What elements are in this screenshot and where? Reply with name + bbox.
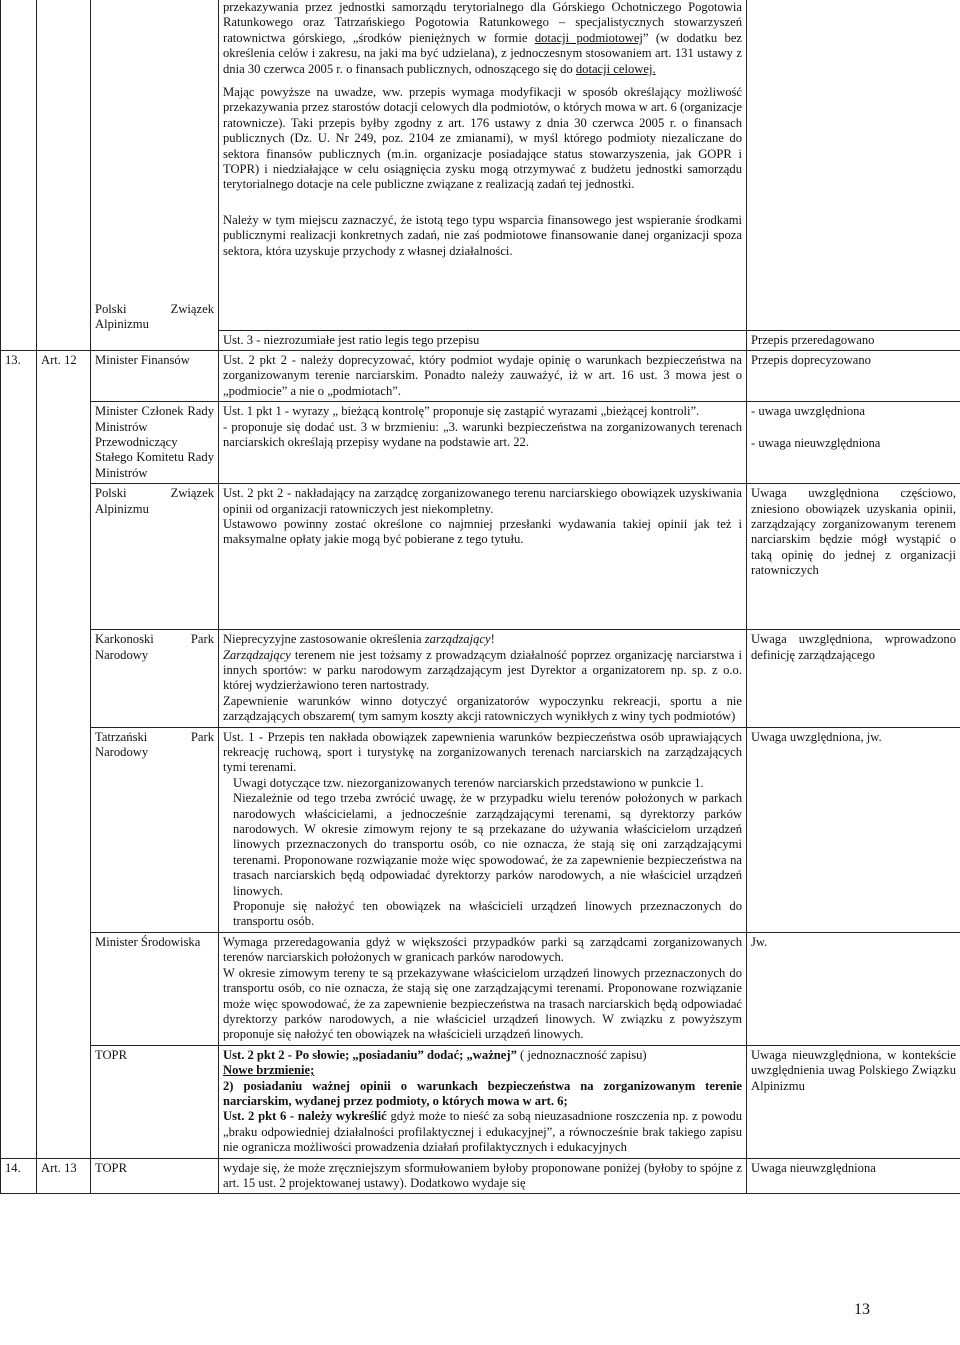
remark-paragraph: Ust. 1 - Przepis ten nakłada obowiązek zapewnienia warunków bezpieczeństwa osób uprawiających rekreację ruchową, sport i turystykę na zorganizowanych terenach narciarskich na zarządzających tymi terenami. [223, 729, 742, 775]
status-text: - uwaga uwzględniona [751, 404, 866, 419]
commenter-name: Polski Związek Alpinizmu [95, 302, 214, 332]
table-row [1, 402, 960, 484]
remark-paragraph: Uwagi dotyczące tzw. niezorganizowanych terenów narciarskich przedstawiono w punkcie 1. [233, 775, 704, 790]
cell-who [91, 302, 219, 350]
table-row [1, 727, 960, 932]
cell-art [37, 630, 91, 727]
cell-art: Art. 12 [37, 350, 91, 401]
cell-status: Przepis doprecyzowano [747, 350, 960, 401]
remark-paragraph: Niezależnie od tego trzeba zwrócić uwagę, że w przypadku wielu terenów położonych w parkach narodowych właścicielami, a jednocześnie zarządzającymi terenami, są dyrektorzy parków narodowych. W okresie zimowym rejony te są przekazane do używania właścicielom urządzeń linowych przeznaczonych do transportu osób, co nie oznacza, że stają się oni zarządzającymi terenami. Proponowane rozwiązanie może więc spowodować, że za zapewnienie bezpieczeństwa na trasach narciarskich będą odpowiadać dyrektorzy parków narodowych, a nie właściciel urządzeń linowych. [233, 791, 742, 898]
cell-remark: Ust. 2 pkt 2 - należy doprecyzować, który podmiot wydaje opinię o warunkach bezpieczeństwa na zorganizowanym terenie narciarskim. Ponadto należy zauważyć, iż w art. 16 ust. 3 mowa jest o „podmiocie” a nie o „podmiotach”. [219, 350, 747, 401]
cell-nr [1, 1045, 37, 1158]
remark-paragraph: W okresie zimowym tereny te są przekazywane właścicielom urządzeń linowych przeznaczonych do transportu osób, co nie oznacza, że stają się one zarządzającymi terenami. Proponowane rozwiązanie może więc spowodować, że za zapewnienie bezpieczeństwa na trasach narciarskich będą odpowiadać dyrektorzy parków narodowych, a nie właściciel urządzeń linowych. W związku z powyższym proponuje się nałożyć ten obowiązek na właścicieli urządzeń linowych. [223, 965, 742, 1042]
cell-remark [219, 727, 747, 932]
table-row [1, 932, 960, 1045]
underlined-term: dotacji podmiotowej [534, 30, 643, 45]
remark-paragraph: Zarządzający terenem nie jest tożsamy z prowadzącym działalność poprzez organizację narciarstwa i innych sportów: w parku narodowym zarządzającym jest Dyrektor a organizatorem np. sp. z o.o. której wydzierżawiono teren nartostrady. [223, 647, 742, 693]
cell-nr [1, 932, 37, 1045]
cell-who: Minister Finansów [91, 350, 219, 401]
remark-paragraph: Nowe brzmienie; [223, 1063, 315, 1078]
cell-remark [219, 1045, 747, 1158]
cell-remark [219, 0, 747, 330]
cell-status: Uwaga nieuwzględniona, w kontekście uwzględnienia uwag Polskiego Związku Alpinizmu [747, 1045, 960, 1158]
cell-nr [1, 484, 37, 630]
cell-art [37, 402, 91, 484]
cell-art [37, 727, 91, 932]
cell-status: Uwaga uwzględniona, wprowadzono definicję zarządzającego [747, 630, 960, 727]
cell-art [37, 330, 91, 350]
remark-paragraph: Ust. 2 pkt 2 - nakładający na zarządcę zorganizowanego terenu narciarskiego obowiązek uzyskiwania opinii od organizacji ratowniczych jest niekompletny. [223, 486, 742, 516]
remark-paragraph: Ust. 2 pkt 6 - należy wykreślić gdyż może to nieść za sobą nieuzasadnione roszczenia np. z powodu „braku odpowiedniej działalności profilaktycznej i edukacyjnej”, a równocześnie brak takiego zapisu nie ogranicza możliwości prowadzenia działań profilaktycznych i edukacyjnych [223, 1109, 742, 1155]
cell-art: Art. 13 [37, 1158, 91, 1194]
table-row [1, 330, 960, 350]
cell-status: Uwaga uwzględniona, jw. [747, 727, 960, 932]
table-row [1, 0, 960, 330]
cell-art [37, 0, 91, 330]
remark-paragraph: Proponuje się nałożyć ten obowiązek na właścicieli urządzeń linowych przeznaczonych do transportu osób. [233, 899, 742, 929]
table-row [1, 484, 960, 630]
remark-paragraph: Mając powyższe na uwadze, ww. przepis wymaga modyfikacji w sposób określający możliwość przekazywania przez starostów dotacji celowych dla podmiotów, o których mowa w art. 6 (organizacje ratownicze). Taki przepis byłby zgodny z art. 176 ustawy z dnia 30 czerwca 2005 r. o finansach publicznych (Dz. U. Nr 249, poz. 2104 ze zmianami), w myśl którego podmioty niezaliczane do sektora finansów publicznych (m.in. organizacje posiadające status stowarzyszenia, jak GOPR i TOPR) i niedziałające w celu osiągnięcia zysku mogą otrzymywać z budżetu jednostki samorządu terytorialnego dotacje na cele publiczne związane z realizacją zadań tej jednostki. [223, 85, 742, 192]
underlined-term: dotacji celowej. [575, 61, 656, 76]
cell-remark [219, 484, 747, 630]
remark-paragraph: Wymaga przeredagowania gdyż w większości przypadków parki są zarządcami zorganizowanych terenów narciarskich położonych w granicach parków narodowych. [223, 934, 742, 965]
page-number: 13 [854, 1301, 870, 1318]
cell-art [37, 1045, 91, 1158]
cell-nr [1, 727, 37, 932]
cell-who: TOPR [91, 1045, 219, 1158]
cell-status [747, 0, 960, 330]
remark-paragraph: Zapewnienie warunków winno dotyczyć organizatorów wypoczynku rekreacji, sportu a nie zarządzających obszarem( tym samym koszty akcji ratowniczych wynikłych z winy tych podmiotów) [223, 693, 742, 724]
cell-who [91, 0, 219, 330]
cell-nr [1, 630, 37, 727]
table-row [1, 350, 960, 401]
cell-remark: Ust. 3 - niezrozumiałe jest ratio legis tego przepisu [219, 330, 747, 350]
cell-who: TOPR [91, 1158, 219, 1194]
cell-remark: wydaje się, że może zręczniejszym sformułowaniem byłoby proponowane poniżej (byłoby to spójne z art. 15 ust. 2 projektowanej ustawy). Dodatkowo wydaje się [219, 1158, 747, 1194]
cell-status: Przepis przeredagowano [747, 330, 960, 350]
cell-nr [1, 402, 37, 484]
cell-who: Minister Środowiska [91, 932, 219, 1045]
cell-status: Uwaga uwzględniona częściowo, zniesiono obowiązek uzyskania opinii, zarządzający zorganizowanym terenem narciarskim będzie mógł wystąpić o taką opinię do jednej z organizacji ratowniczych [747, 484, 960, 630]
remark-paragraph: 2) posiadaniu ważnej opinii o warunkach bezpieczeństwa na zorganizowanym terenie narciarskim, wydanej przez podmioty, o których mowa w art. 6; [223, 1078, 742, 1108]
cell-nr [1, 330, 37, 350]
cell-art [37, 932, 91, 1045]
table-row [1, 630, 960, 727]
cell-status [747, 402, 960, 484]
cell-who: Minister Członek Rady Ministrów Przewodniczący Stałego Komitetu Rady Ministrów [91, 402, 219, 484]
cell-status: Uwaga nieuwzględniona [747, 1158, 960, 1194]
remark-paragraph: Ust. 2 pkt 2 - Po słowie; „posiadaniu” dodać; „ważnej” ( jednoznaczność zapisu) [223, 1047, 647, 1062]
table-row [1, 1158, 960, 1194]
remark-paragraph: Nieprecyzyjne zastosowanie określenia zarządzający! [223, 632, 495, 647]
cell-who: Polski Związek Alpinizmu [91, 484, 219, 630]
cell-art [37, 484, 91, 630]
cell-nr [1, 0, 37, 330]
remark-paragraph: Należy w tym miejscu zaznaczyć, że istotą tego typu wsparcia finansowego jest wspieranie środkami publicznymi realizacji konkretnych zadań, nie zaś podmiotowe finansowanie danej organizacji spoza sektora, która uzyskuje przychody z własnej działalności. [223, 212, 742, 258]
remark-paragraph: - proponuje się dodać ust. 3 w brzmieniu: „3. warunki bezpieczeństwa na zorganizowanych terenach narciarskich określają przepisy wydane na podstawie art. 22. [223, 419, 742, 449]
cell-remark [219, 402, 747, 484]
remark-paragraph: Ustawowo powinny zostać określone co najmniej przesłanki wydawania takiej opinii jak też i maksymalne opłaty jakie mogą być pobierane z tego tytułu. [223, 516, 742, 547]
cell-remark [219, 630, 747, 727]
remark-text: przekazywania przez jednostki samorządu terytorialnego dla Górskiego Ochotniczego Pogotowia Ratunkowego oraz Tatrzańskiego Pogotowia Ratunkowego – specjalistycznych stowarzyszeń ratownictwa górskiego, „środków pieniężnych w formie dotacji podmiotowej” (w dodatku bez określenia celów i zakresu, na jaki ma być udzielana), z jednoczesnym stosowaniem art. 131 ustawy z dnia 30 czerwca 2005 r. o finansach publicznych, odnoszącego się do dotacji celowej. [223, 0, 742, 76]
cell-nr: 14. [1, 1158, 37, 1194]
cell-nr: 13. [1, 350, 37, 401]
table-row [1, 1045, 960, 1158]
status-text: - uwaga nieuwzględniona [751, 435, 881, 450]
cell-status: Jw. [747, 932, 960, 1045]
cell-remark [219, 932, 747, 1045]
cell-who: Tatrzański Park Narodowy [91, 727, 219, 932]
cell-who: Karkonoski Park Narodowy [91, 630, 219, 727]
remark-paragraph: Ust. 1 pkt 1 - wyrazy „ bieżącą kontrolę” proponuje się zastąpić wyrazami „bieżącej kontroli”. [223, 404, 700, 419]
